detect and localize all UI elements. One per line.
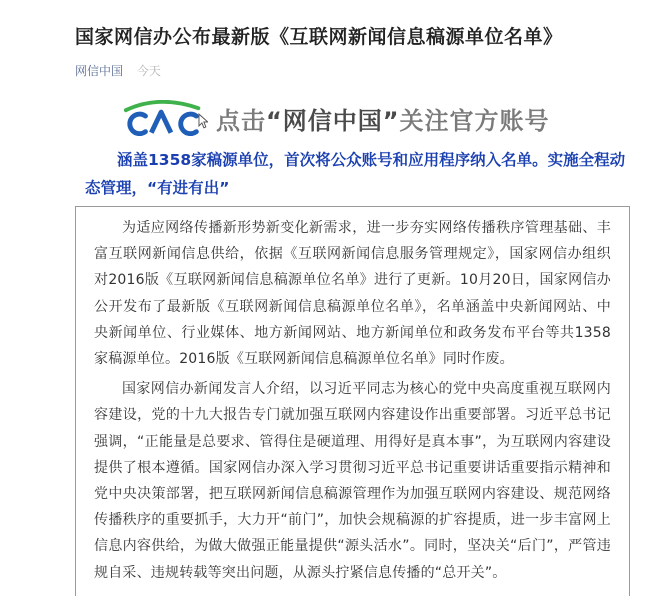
banner-text: [216, 101, 550, 136]
cac-logo: [120, 98, 208, 138]
cac-logo-icon: [120, 100, 204, 136]
cursor-icon: [198, 113, 208, 129]
article-body: [75, 206, 630, 596]
body-paragraph: 为适应网络传播新形势新变化新需求，进一步夯实网络传播秩序管理基础、丰富互联网新闻信息供给，依据《互联网新闻信息服务管理规定》，国家网信办组织对2016版《互联网新闻信息稿源单位名单》进行了更新。10月20日，国家网信办公开发布了最新版《互联网新闻信息稿源单位名单》，名单涵盖中央新闻网站、中央新闻单位、行业媒体、地方新闻网站、地方新闻单位和政务发布平台等共1358家稿源单位。2016版《互联网新闻信息稿源单位名单》同时作废。: [94, 220, 611, 368]
article-title: 国家网信办公布最新版《互联网新闻信息稿源单位名单》: [75, 26, 563, 48]
body-paragraph: 国家网信办新闻发言人介绍，以习近平同志为核心的党中央高度重视互联网内容建设，党的十九大报告专门就加强互联网内容建设作出重要部署。习近平总书记强调，“正能量是总要求、管得住是硬道理、用得好是真本事”，为互联网内容建设提供了根本遵循。国家网信办深入学习贯彻习近平总书记重要讲话重要指示精神和党中央决策部署，把互联网新闻信息稿源管理作为加强互联网内容建设、规范网络传播秩序的重要抓手，大力开“前门”，加快会规稿源的扩容提质，进一步丰富网上信息内容供给，为做大做强正能量提供“源头活水”。同时，坚决关“后门”，严管违规自采、违规转载等突出问题，从源头拧紧信息传播的“总开关”。: [94, 381, 611, 581]
publish-time: 今天: [136, 64, 161, 78]
article-summary: 涵盖1358家稿源单位，首次将公众账号和应用程序纳入名单。实施全程动态管理，“有进有出”: [85, 151, 626, 197]
banner-account: “网信中国”: [266, 106, 400, 135]
follow-banner[interactable]: [120, 98, 580, 138]
article-meta: [75, 62, 161, 79]
banner-prefix: 点击: [216, 106, 266, 135]
account-name-link[interactable]: 网信中国: [75, 64, 124, 78]
banner-suffix: 关注官方账号: [399, 106, 550, 135]
